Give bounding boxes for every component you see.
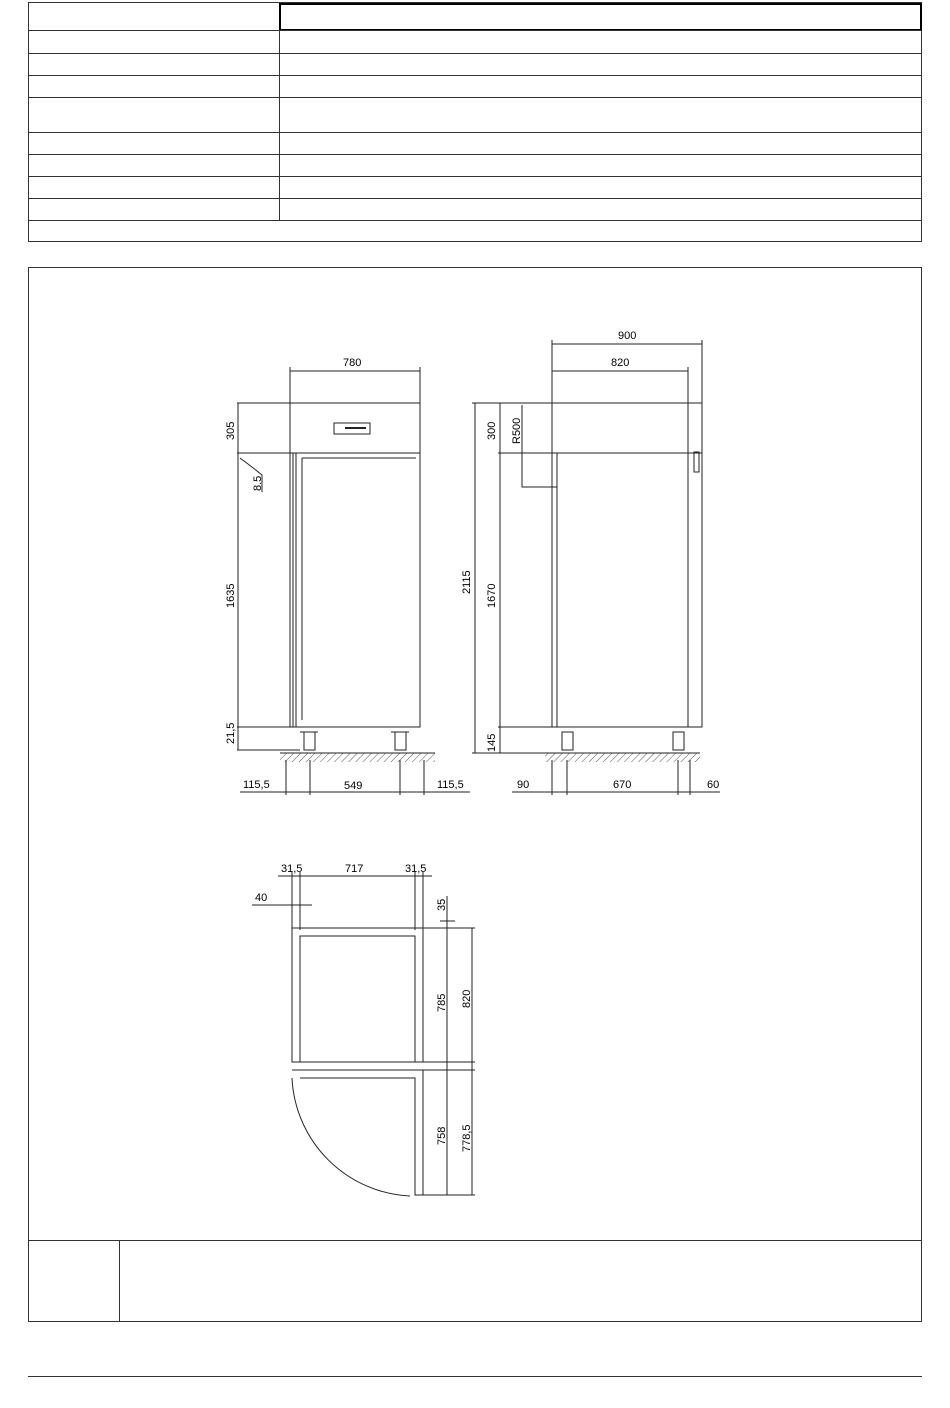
plan-view bbox=[252, 872, 475, 1196]
plan-cabinet-walls bbox=[292, 928, 423, 1062]
front-leg-left bbox=[304, 732, 315, 750]
dim-plan-door-inner: 758 bbox=[436, 1126, 448, 1145]
dim-side-front-offset: 60 bbox=[707, 779, 720, 791]
side-leg-front bbox=[673, 732, 684, 750]
dim-side-leg-span: 670 bbox=[613, 779, 632, 791]
dim-side-body-depth: 820 bbox=[611, 357, 630, 369]
front-view bbox=[237, 367, 470, 795]
front-cabinet-outline bbox=[290, 403, 420, 727]
dim-side-total-height: 2115 bbox=[461, 570, 473, 594]
dim-front-top-height: 305 bbox=[225, 421, 237, 440]
dim-side-top-height: 300 bbox=[486, 421, 498, 440]
dim-plan-inner-depth: 785 bbox=[436, 993, 448, 1012]
dim-front-left-offset: 115,5 bbox=[243, 779, 270, 791]
side-floor-hatch bbox=[545, 753, 700, 762]
dim-plan-angle: 40 bbox=[255, 892, 268, 904]
dim-front-base-height: 21,5 bbox=[225, 722, 237, 744]
dim-side-radius: R500 bbox=[511, 417, 523, 444]
dim-front-leg-span: 549 bbox=[344, 780, 363, 792]
dim-side-leg-height: 145 bbox=[486, 733, 498, 752]
floor-hatch bbox=[280, 753, 435, 762]
dim-side-total-depth: 900 bbox=[618, 330, 637, 342]
dim-front-right-offset: 115,5 bbox=[437, 779, 464, 791]
dim-plan-outer-depth: 820 bbox=[461, 989, 473, 1008]
dim-plan-gap: 35 bbox=[436, 898, 448, 911]
footer-divider bbox=[28, 1376, 922, 1377]
dim-front-width: 780 bbox=[343, 357, 362, 369]
side-view bbox=[472, 340, 720, 795]
dim-front-bevel: 8.5 bbox=[252, 475, 264, 491]
front-leg-right bbox=[395, 732, 406, 750]
dim-side-door-height: 1670 bbox=[486, 583, 498, 608]
dim-plan-right-wall: 31,5 bbox=[405, 863, 427, 875]
plan-dimensions bbox=[255, 863, 473, 1152]
plan-door bbox=[292, 1070, 423, 1195]
dim-front-door-height: 1635 bbox=[225, 583, 237, 608]
door-handle bbox=[694, 452, 699, 472]
dim-plan-inner-width: 717 bbox=[345, 863, 364, 875]
side-cabinet-outline bbox=[552, 403, 702, 727]
door-swing-arc bbox=[292, 1078, 410, 1196]
dim-plan-door-outer: 778,5 bbox=[461, 1124, 473, 1152]
dim-plan-left-wall: 31,5 bbox=[281, 863, 303, 875]
side-leg-rear bbox=[562, 732, 573, 750]
dim-side-rear-offset: 90 bbox=[517, 779, 530, 791]
